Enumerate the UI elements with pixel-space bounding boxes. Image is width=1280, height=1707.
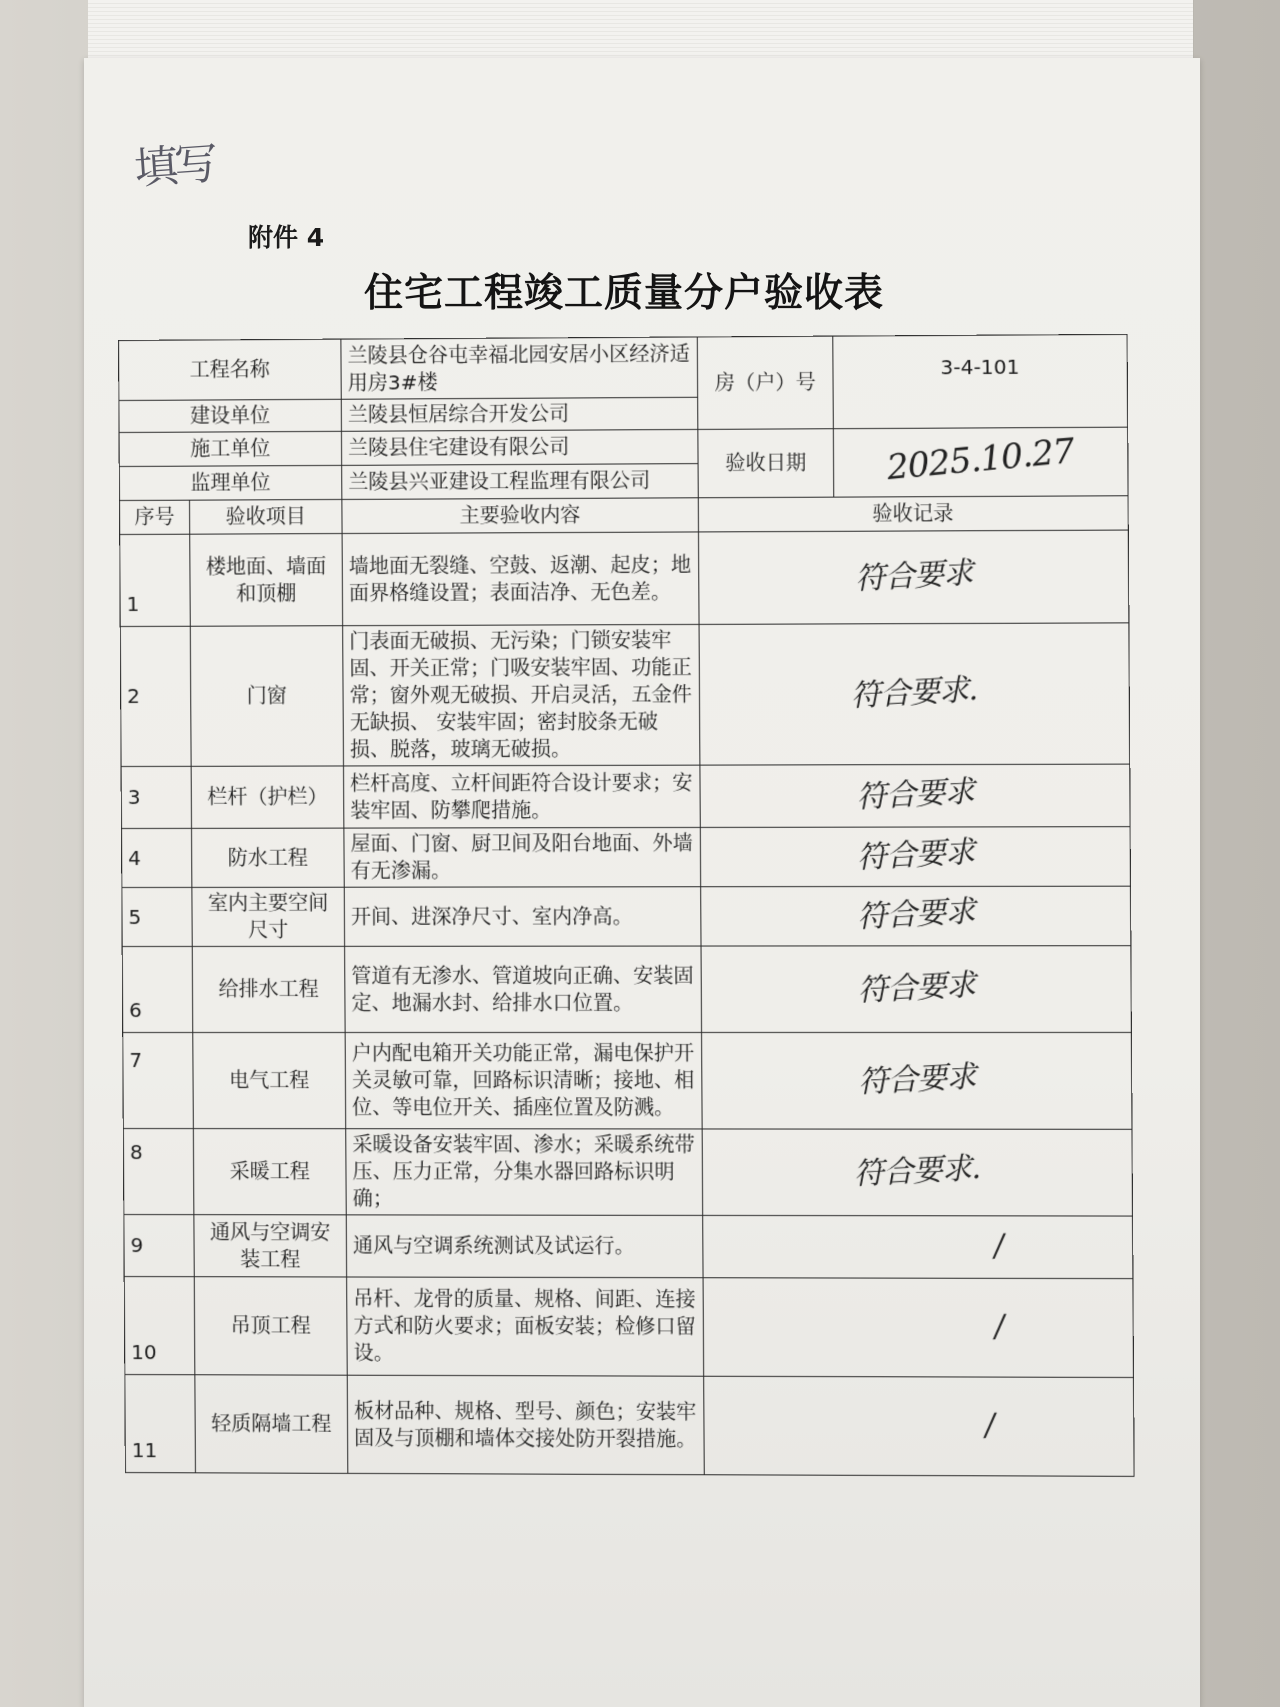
table-row xyxy=(124,1215,1133,1279)
row-seq: 8 xyxy=(123,1129,194,1215)
row-record: 符合要求 xyxy=(856,1058,977,1100)
row-content: 屋面、门窗、厨卫间及阳台地面、外墙有无渗漏。 xyxy=(344,827,701,887)
header-item: 验收项目 xyxy=(190,499,343,534)
row-record: 符合要求 xyxy=(856,966,976,1009)
acceptance-form xyxy=(118,334,1134,1537)
handwritten-note: 填写 xyxy=(132,138,216,195)
header-content: 主要验收内容 xyxy=(342,498,699,534)
row-record: 符合要求. xyxy=(849,671,979,714)
row-record-cell xyxy=(701,946,1131,1033)
row-item: 室内主要空间尺寸 xyxy=(192,887,345,946)
row-content: 墙地面无裂缝、空鼓、返潮、起皮；地面界格缝设置；表面洁净、无色差。 xyxy=(342,532,699,626)
acceptance-table xyxy=(118,334,1135,1477)
row-seq: 9 xyxy=(124,1215,194,1277)
supervisor-label: 监理单位 xyxy=(119,465,342,500)
table-row xyxy=(121,827,1130,888)
table-row xyxy=(120,530,1129,626)
supervisor-value: 兰陵县兴亚建设工程监理有限公司 xyxy=(342,464,699,500)
table-row xyxy=(124,1277,1133,1378)
row-seq: 6 xyxy=(122,946,193,1032)
acceptance-date-cell xyxy=(833,427,1128,497)
attachment-label: 附件 4 xyxy=(248,223,325,252)
row-seq: 1 xyxy=(120,534,191,626)
table-row xyxy=(121,764,1130,828)
row-content: 管道有无渗水、管道坡向正确、安装固定、地漏水封、给排水口位置。 xyxy=(345,946,702,1032)
row-seq: 5 xyxy=(122,887,192,946)
row-record-cell xyxy=(702,1032,1132,1129)
row-content: 开间、进深净尺寸、室内净高。 xyxy=(344,887,701,947)
row-record-cell xyxy=(704,1376,1134,1476)
builder-label: 建设单位 xyxy=(119,399,342,432)
row-record: / xyxy=(993,1308,1005,1345)
row-seq: 11 xyxy=(125,1375,196,1473)
contractor-value: 兰陵县住宅建设有限公司 xyxy=(341,429,698,465)
row-item: 电气工程 xyxy=(193,1032,346,1128)
row-item: 采暖工程 xyxy=(193,1129,346,1215)
row-content: 门表面无破损、无污染；门锁安装牢固、开关正常；门吸安装牢固、功能正常；窗外观无破损、开启灵活，五金件无缺损、 安装牢固；密封胶条无破损、脱落，玻璃无破损。 xyxy=(343,624,700,766)
row-item: 楼地面、墙面和顶棚 xyxy=(190,534,343,627)
row-record-cell xyxy=(702,1129,1132,1216)
table-row xyxy=(125,1375,1134,1477)
row-record-cell xyxy=(701,886,1131,946)
row-seq: 7 xyxy=(123,1033,194,1129)
row-content: 栏杆高度、立杆间距符合设计要求；安装牢固、防攀爬措施。 xyxy=(343,765,700,828)
row-record: 符合要求 xyxy=(855,834,975,876)
row-item: 轻质隔墙工程 xyxy=(195,1375,348,1474)
row-item: 给排水工程 xyxy=(192,946,345,1032)
row-seq: 3 xyxy=(121,766,191,828)
row-item: 栏杆（护栏） xyxy=(191,766,344,828)
acceptance-date-value: 2025.10.27 xyxy=(885,431,1076,489)
row-record-cell xyxy=(700,764,1130,827)
row-item: 通风与空调安装工程 xyxy=(194,1215,347,1277)
row-record: 符合要求 xyxy=(853,554,974,597)
row-record: 符合要求. xyxy=(852,1150,982,1192)
contractor-label: 施工单位 xyxy=(119,431,342,466)
table-row xyxy=(123,1032,1132,1129)
row-seq: 10 xyxy=(124,1277,195,1375)
table-row xyxy=(122,886,1131,946)
header-record: 验收记录 xyxy=(698,496,1128,532)
table-row xyxy=(122,946,1131,1033)
row-content: 通风与空调系统测试及试运行。 xyxy=(346,1215,703,1278)
row-record-cell xyxy=(703,1278,1133,1378)
table-row xyxy=(120,623,1129,767)
row-item: 吊顶工程 xyxy=(194,1277,347,1376)
row-seq: 2 xyxy=(120,626,191,766)
row-seq: 4 xyxy=(121,828,191,887)
row-record-cell xyxy=(699,623,1130,765)
room-number-value: 3-4-101 xyxy=(833,334,1128,428)
row-content: 户内配电箱开关功能正常，漏电保护开关灵敏可靠，回路标识清晰；接地、相位、等电位开关、插座位置及防溅。 xyxy=(345,1032,702,1128)
row-record-cell xyxy=(700,827,1130,887)
acceptance-date-label: 验收日期 xyxy=(698,429,834,498)
row-content: 板材品种、规格、型号、颜色；安装牢固及与顶棚和墙体交接处防开裂措施。 xyxy=(347,1375,704,1475)
project-name-label: 工程名称 xyxy=(119,339,342,400)
row-content: 吊杆、龙骨的质量、规格、间距、连接方式和防火要求；面板安装；检修口留设。 xyxy=(347,1277,704,1376)
row-record: / xyxy=(983,1407,996,1443)
row-record: / xyxy=(992,1227,1005,1264)
form-title: 住宅工程竣工质量分户验收表 xyxy=(364,271,885,316)
header-seq: 序号 xyxy=(119,500,189,534)
row-record: 符合要求 xyxy=(854,773,975,816)
row-item: 门窗 xyxy=(190,626,343,767)
table-header-row xyxy=(119,496,1128,535)
row-record-cell xyxy=(703,1215,1133,1278)
row-record: 符合要求 xyxy=(855,893,976,936)
row-item: 防水工程 xyxy=(192,828,345,887)
project-name-value: 兰陵县仓谷屯幸福北园安居小区经济适用房3#楼 xyxy=(341,337,698,399)
row-record-cell xyxy=(698,530,1128,624)
room-number-label: 房（户）号 xyxy=(697,336,833,429)
table-row xyxy=(123,1129,1132,1217)
row-content: 采暖设备安装牢固、渗水；采暖系统带压、压力正常，分集水器回路标识明确； xyxy=(346,1129,703,1216)
builder-value: 兰陵县恒居综合开发公司 xyxy=(341,397,698,431)
